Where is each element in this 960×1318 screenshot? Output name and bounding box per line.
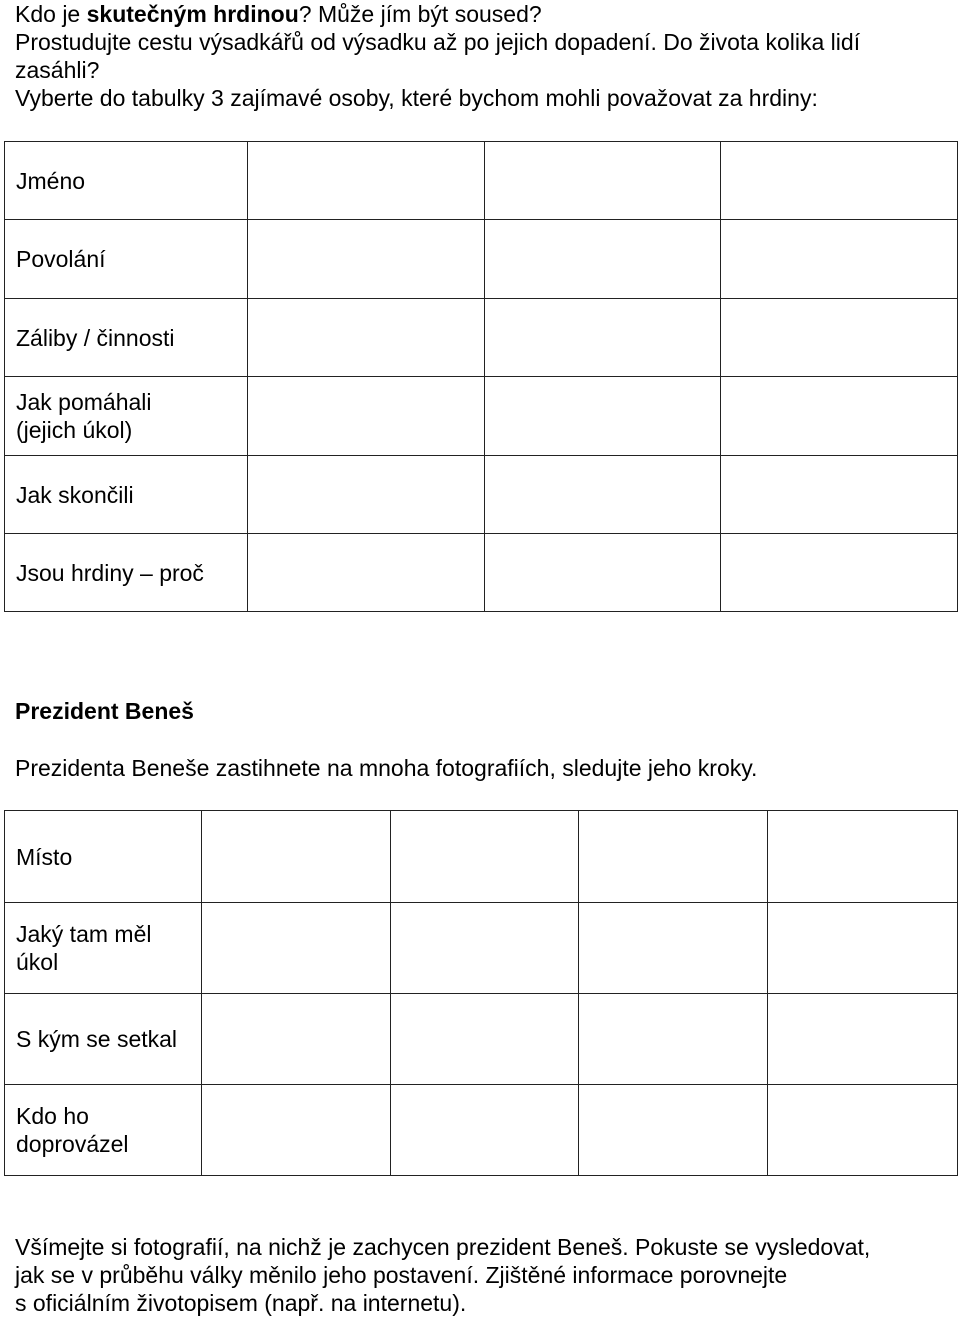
answer-cell[interactable] [248,456,485,534]
row-label-how-helped [5,377,248,456]
answer-cell[interactable] [485,220,721,299]
intro-line-3: zasáhli? [15,57,100,83]
outro-line-3: s oficiálním životopisem (např. na internetu). [15,1290,467,1316]
answer-cell[interactable] [202,903,391,994]
heroes-table [4,141,958,612]
row-label-accompanied-line-1: Kdo ho [16,1103,89,1129]
table-row [5,456,958,534]
row-label-why-heroes: Jsou hrdiny – proč [5,534,248,612]
answer-cell[interactable] [248,142,485,220]
answer-cell[interactable] [248,299,485,377]
intro-line-1 [15,0,945,28]
answer-cell[interactable] [248,377,485,456]
row-label-task-line-1: Jaký tam měl [16,921,152,947]
closing-instructions [15,1233,950,1317]
intro-line-2: Prostudujte cestu výsadkářů od výsadku až po jejich dopadení. Do života kolika lidí [15,29,861,55]
row-label-place: Místo [5,811,202,903]
row-label-how-helped-line-2: (jejich úkol) [16,417,133,443]
answer-cell[interactable] [721,534,958,612]
table-row [5,534,958,612]
answer-cell[interactable] [485,456,721,534]
answer-cell[interactable] [721,456,958,534]
answer-cell[interactable] [768,1085,958,1176]
outro-line-1: Všímejte si fotografií, na nichž je zachycen prezident Beneš. Pokuste se vysledovat, [15,1234,871,1260]
row-label-accompanied-by [5,1085,202,1176]
answer-cell[interactable] [391,903,579,994]
intro-line-1-end: ? Může jím být soused? [298,1,542,27]
answer-cell[interactable] [721,142,958,220]
table-row [5,299,958,377]
intro-line-4: Vyberte do tabulky 3 zajímavé osoby, které bychom mohli považovat za hrdiny: [15,85,818,111]
answer-cell[interactable] [248,220,485,299]
answer-cell[interactable] [391,994,579,1085]
intro-line-1-start: Kdo je [15,1,87,27]
answer-cell[interactable] [202,994,391,1085]
table-row [5,811,958,903]
row-label-how-ended: Jak skončili [5,456,248,534]
row-label-occupation: Povolání [5,220,248,299]
answer-cell[interactable] [391,1085,579,1176]
answer-cell[interactable] [202,811,391,903]
row-label-name: Jméno [5,142,248,220]
answer-cell[interactable] [721,299,958,377]
answer-cell[interactable] [391,811,579,903]
benes-table [4,810,958,1176]
outro-line-2: jak se v průběhu války měnilo jeho postavení. Zjištěné informace porovnejte [15,1262,788,1288]
answer-cell[interactable] [248,534,485,612]
answer-cell[interactable] [721,220,958,299]
table-row [5,1085,958,1176]
section-subtitle: Prezidenta Beneše zastihnete na mnoha fotografiích, sledujte jeho kroky. [15,755,758,781]
answer-cell[interactable] [579,811,768,903]
row-label-hobbies: Záliby / činnosti [5,299,248,377]
intro-bold-phrase: skutečným hrdinou [86,1,299,27]
answer-cell[interactable] [721,377,958,456]
answer-cell[interactable] [579,1085,768,1176]
answer-cell[interactable] [768,994,958,1085]
answer-cell[interactable] [485,299,721,377]
row-label-how-helped-line-1: Jak pomáhali [16,389,152,415]
answer-cell[interactable] [768,811,958,903]
row-label-task [5,903,202,994]
answer-cell[interactable] [579,903,768,994]
answer-cell[interactable] [485,534,721,612]
table-row [5,377,958,456]
answer-cell[interactable] [768,903,958,994]
intro-text [15,0,945,112]
table-row [5,903,958,994]
row-label-met-with: S kým se setkal [5,994,202,1085]
answer-cell[interactable] [202,1085,391,1176]
row-label-task-line-2: úkol [16,949,59,975]
answer-cell[interactable] [485,377,721,456]
table-row [5,994,958,1085]
answer-cell[interactable] [485,142,721,220]
table-row [5,220,958,299]
row-label-accompanied-line-2: doprovázel [16,1131,129,1157]
table-row [5,142,958,220]
answer-cell[interactable] [579,994,768,1085]
section-heading: Prezident Beneš [15,698,194,724]
